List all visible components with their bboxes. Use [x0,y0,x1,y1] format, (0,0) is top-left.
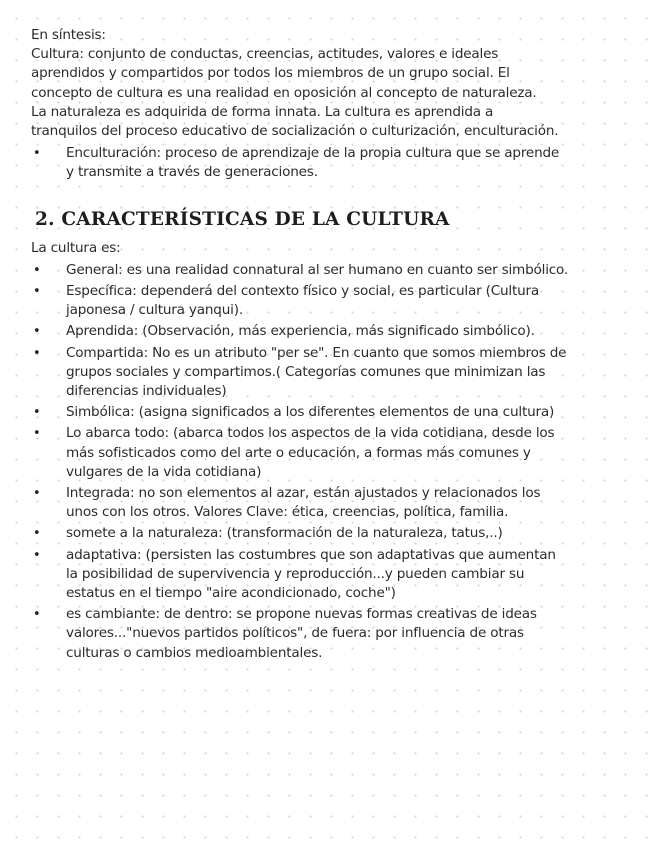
bullet-line: estatus en el tiempo "aire acondicionado, coche") [66,585,396,602]
bullet-line: • adaptativa: (persisten las costumbres que son adaptativas que aumentan [66,546,556,563]
bullet-line: japonesa / cultura yanqui). [66,302,243,319]
bullet-line: • Lo abarca todo: (abarca todos los aspectos de la vida cotidiana, desde los [66,425,555,442]
bullet-line: y transmite a través de generaciones. [66,164,318,181]
bullet-line: • Simbólica: (asigna significados a los diferentes elementos de una cultura) [66,404,555,421]
bullet-line: la posibilidad de supervivencia y reproducción...y pueden cambiar su [66,565,525,582]
bullet-line: • Enculturación: proceso de aprendizaje de la propia cultura que se aprende [66,145,560,162]
bullet-line: vulgares de la vida cotidiana) [66,463,262,480]
list-item-aprendida [31,322,638,341]
bullet-line: valores..."nuevos partidos políticos", de fuera: por influencia de otras [66,625,524,642]
list-item-cambiante [31,605,638,663]
bullet-line: • Específica: dependerá del contexto físico y social, es particular (Cultura [66,283,540,300]
bullet-line: diferencias individuales) [66,383,227,400]
list-item-compartida [31,344,638,402]
paragraph-line: tranquilos del proceso educativo de socialización o culturización, enculturación. [31,123,559,140]
section-heading: 2. CARACTERÍSTICAS DE LA CULTURA [35,208,450,230]
synthesis-paragraph [31,45,638,141]
paragraph-line: concepto de cultura es una realidad en oposición al concepto de naturaleza. [31,84,537,101]
list-item-general [31,261,638,280]
paragraph-line: aprendidos y compartidos por todos los miembros de un grupo social. El [31,65,510,82]
list-item-simbolica [31,403,638,422]
list-item-somete [31,524,638,543]
list-item-integrada [31,484,638,522]
bullet-line: • es cambiante: de dentro: se propone nuevas formas creativas de ideas [66,606,537,623]
bullet-line: • General: es una realidad connatural al ser humano en cuanto ser simbólico. [66,261,569,278]
paragraph-line: Cultura: conjunto de conductas, creencias, actitudes, valores e ideales [31,46,499,63]
synthesis-label: En síntesis: [31,27,106,43]
paragraph-line: La naturaleza es adquirida de forma innata. La cultura es aprendida a [31,103,494,120]
bullet-line: unos con los otros. Valores Clave: ética, creencias, política, familia. [66,504,509,521]
characteristics-list [31,261,638,663]
synthesis-bullet-list [31,144,638,182]
bullet-line: • Compartida: No es un atributo "per se". En cuanto que somos miembros de [66,344,567,361]
bullet-line: • somete a la naturaleza: (transformación de la naturaleza, tatus,..) [66,525,503,542]
list-item-abarca-todo [31,424,638,482]
bullet-line: • Aprendida: (Observación, más experiencia, más significado simbólico). [66,323,535,340]
list-item [31,144,638,182]
bullet-line: más sofisticados como del arte o educación, a formas más comunes y [66,444,531,461]
bullet-line: • Integrada: no son elementos al azar, están ajustados y relacionados los [66,485,541,502]
bullet-line: grupos sociales y compartimos.( Categorías comunes que minimizan las [66,363,546,380]
list-item-especifica [31,282,638,320]
section-lead: La cultura es: [31,239,121,256]
bullet-line: culturas o cambios medioambientales. [66,644,323,661]
list-item-adaptativa [31,546,638,604]
